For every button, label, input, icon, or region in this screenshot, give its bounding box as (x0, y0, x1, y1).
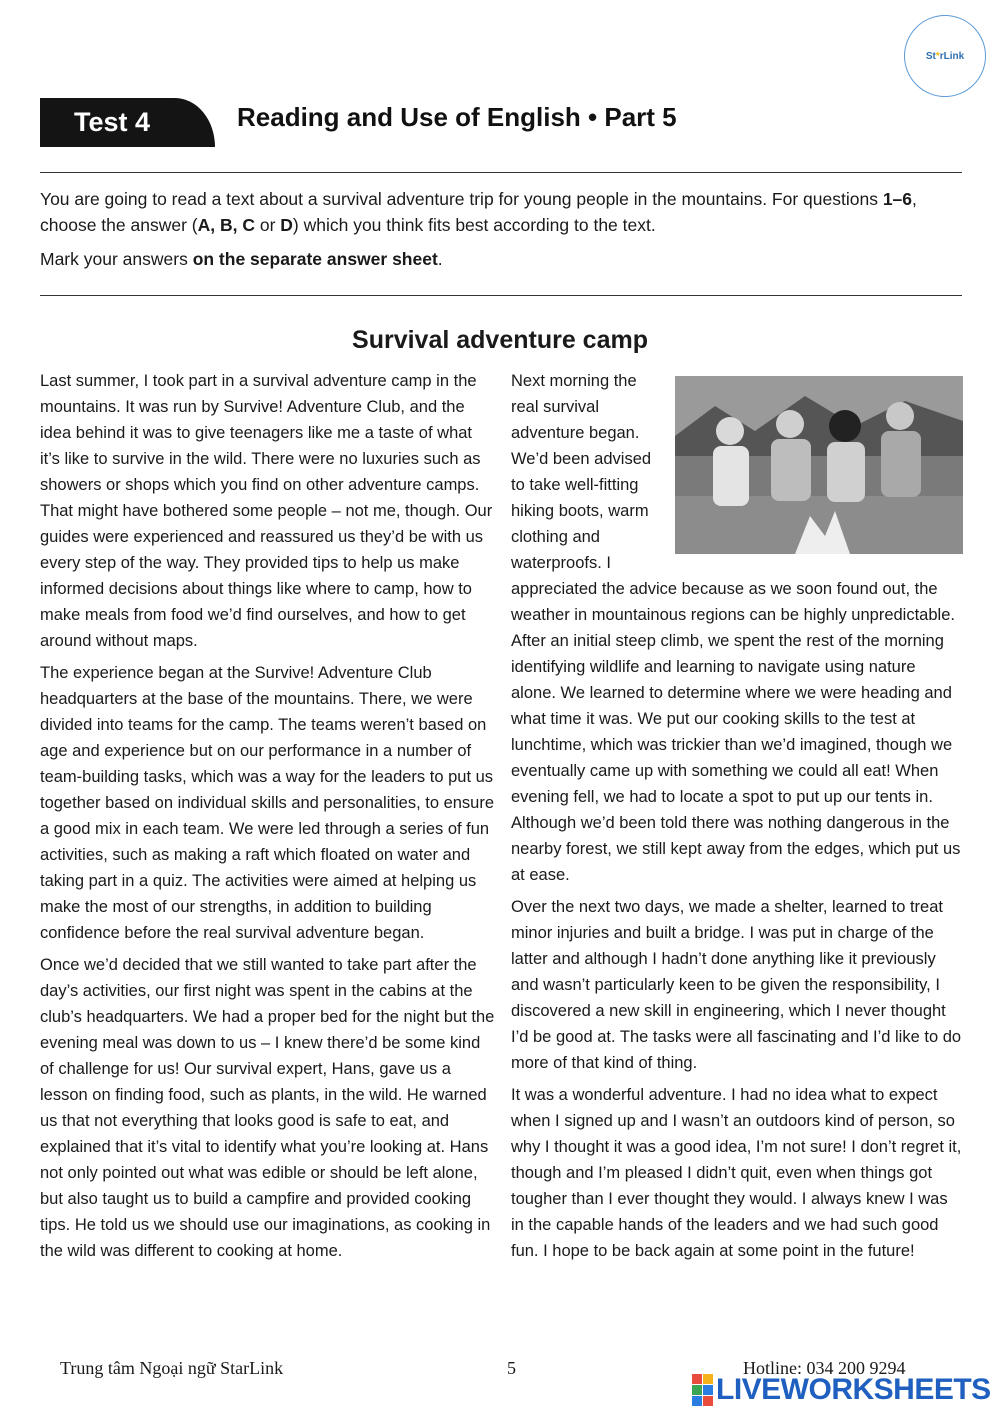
divider-top (40, 172, 962, 173)
answer-choices: A, B, C (197, 215, 255, 235)
footer-hotline: Hotline: 034 200 9294 (743, 1358, 906, 1378)
answer-sheet-emphasis: on the separate answer sheet (192, 249, 438, 269)
question-range: 1–6 (882, 189, 913, 209)
test-label-tab (40, 98, 215, 147)
starlink-logo (904, 15, 986, 97)
campfire-photo (675, 376, 963, 554)
test-label: Test 4 (74, 107, 151, 137)
instructions-text: ) which you think fits best according to the text. (292, 215, 656, 235)
mark-answers-line (40, 246, 940, 272)
logo-text-pre: St (925, 50, 936, 62)
page-number: 5 (507, 1358, 516, 1378)
article-paragraph: Next morning the real survival adventure began. We’d been advised to take well-fitting hiking boots, warm clothing and waterproofs. I appreciated the advice because as we soon found out, the weather in mountainous regions can be highly unpredictable. After an initial steep climb, we spent the rest of the morning identifying wildlife and learning to navigate using nature alone. We learned to determine where we were heading and what time it was. We put our cooking skills to the test at lunchtime, which was trickier than we’d imagined, though we eventually came up with something we could all eat! When evening fell, we had to locate a spot to put up our tents in. Although we’d been told there was nothing dangerous in the nearby forest, we still kept away from the edges, which put us at ease. (511, 372, 961, 884)
logo-text-post: rLink (939, 50, 965, 62)
mark-prefix: Mark your answers (40, 249, 193, 269)
instructions-line (40, 186, 940, 238)
logo-star: * (935, 50, 940, 62)
article-paragraph: It was a wonderful adventure. I had no idea what to expect when I signed up and I wasn’t an outdoors kind of person, so why I thought it was a good idea, I’m not sure! I don’t regret it, though and I’m pleased I didn’t quit, even when things got tougher than I ever thought they would. I always knew I was in the capable hands of the leaders and we had such good fun. I hope to be back again at some point in the future! (511, 1086, 962, 1260)
footer-center-name: Trung tâm Ngoại ngữ StarLink (60, 1358, 284, 1378)
instructions-text: You are going to read a text about a survival adventure trip for young people in the mountains. For questions (40, 189, 883, 209)
article-left-column (40, 368, 495, 1270)
article-paragraph: Over the next two days, we made a shelter, learned to treat minor injuries and built a bridge. I was put in charge of the latter and although I hadn’t done anything like it previously and wasn’t particularly keen to be given the responsibility, I discovered a new skill in engineering, which I never thought I’d be good at. The tasks were all fascinating and I’d like to do more of that kind of thing. (511, 898, 962, 1072)
answer-choice-d: D (280, 215, 293, 235)
article-paragraph: Last summer, I took part in a survival adventure camp in the mountains. It was run by Survive! Adventure Club, and the idea behind it was to give teenagers like me a taste of what it’s like to survive in the wild. There were no luxuries such as showers or shops which you find on other adventure camps. That might have bothered some people – not me, though. Our guides were experienced and reassured us they’d be with us every step of the way. They provided tips to help us make informed decisions about things like where to camp, how to make meals from food we’d find ourselves, and how to get around without maps. (40, 372, 493, 650)
article-paragraph: Once we’d decided that we still wanted to take part after the day’s activities, our first night was spent in the cabins at the club’s headquarters. We had a proper bed for the night but the evening meal was down to us – I knew there’d be some kind of challenge for us! Our survival expert, Hans, gave us a lesson on finding food, such as plants, in the wild. He warned us that not everything that looks good is safe to eat, and explained that it’s vital to identify what you’re looking at. Hans not only pointed out what was edible or should be left alone, but also taught us to build a campfire and provided cooking tips. He told us we should use our imaginations, as cooking in the wild was different to cooking at home. (40, 956, 495, 1260)
article-paragraph: The experience began at the Survive! Adventure Club headquarters at the base of the mountains. There, we were divided into teams for the camp. The teams weren’t based on age and experience but on our performance in a number of team-building tasks, which was a way for the leaders to put us together based on individual skills and personalities, to ensure a good mix in each team. We were led through a series of fun activities, such as making a raft which floated on water and taking part in a quiz. The activities were aimed at helping us make the most of our strengths, in addition to building confidence before the real survival adventure began. (40, 664, 495, 942)
liveworksheets-text: LIVEWORKSHEETS (716, 1373, 991, 1406)
mark-suffix: . (437, 249, 443, 269)
article-right-column (511, 368, 963, 1270)
instructions (40, 186, 940, 272)
instructions-text: or (254, 215, 281, 235)
article-title: Survival adventure camp (352, 326, 648, 354)
liveworksheets-watermark (692, 1374, 991, 1406)
liveworksheets-icon (692, 1374, 713, 1406)
section-title: Reading and Use of English • Part 5 (237, 102, 677, 132)
divider-bottom (40, 295, 962, 296)
instructions-text: , choose the answer ( (40, 189, 917, 235)
